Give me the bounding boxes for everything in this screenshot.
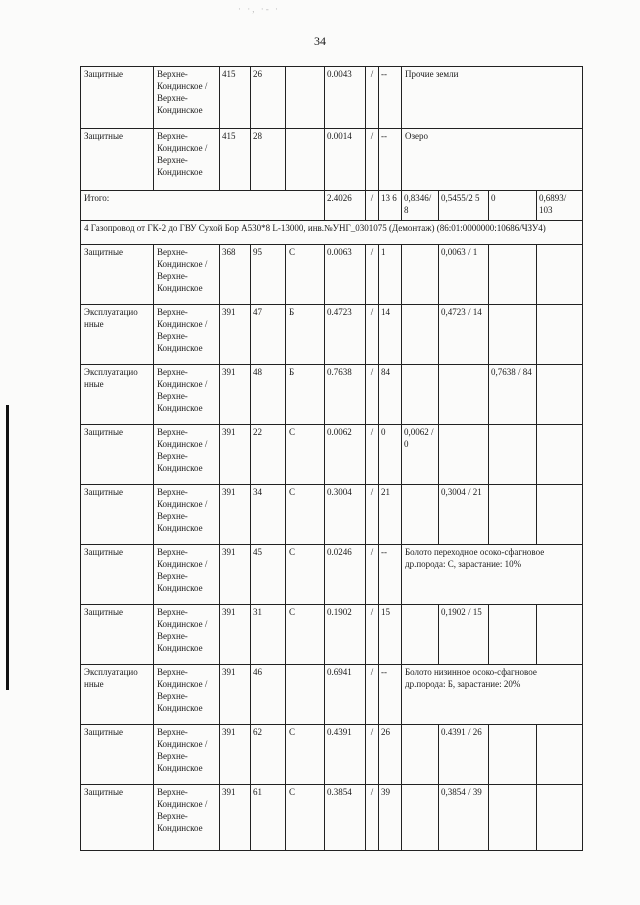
- col-4-cell: [537, 785, 583, 851]
- plot-cell: 47: [251, 305, 286, 365]
- col-4-cell: [537, 725, 583, 785]
- separator-cell: /: [366, 191, 379, 221]
- col-3-cell: [489, 605, 537, 665]
- category-cell: С: [286, 605, 325, 665]
- separator-cell: /: [366, 425, 379, 485]
- col-2-cell: 0,4723 / 14: [439, 305, 489, 365]
- quarter-cell: 391: [220, 305, 251, 365]
- separator-cell: /: [366, 129, 379, 191]
- col-1-cell: [402, 485, 439, 545]
- area-cell: 0.3004: [325, 485, 366, 545]
- quarter-cell: 391: [220, 425, 251, 485]
- col-2-cell: 0,3004 / 21: [439, 485, 489, 545]
- purpose-cell: Защитные: [81, 545, 154, 605]
- plot-cell: 45: [251, 545, 286, 605]
- quarter-cell: 391: [220, 485, 251, 545]
- total-col-1: 0,8346/ 8: [402, 191, 439, 221]
- area-cell: 0.7638: [325, 365, 366, 425]
- separator-cell: /: [366, 365, 379, 425]
- forestry-cell: Верхне-Кондинское / Верхне-Кондинское: [154, 665, 220, 725]
- table-row: [81, 545, 583, 605]
- plot-cell: 95: [251, 245, 286, 305]
- total-row: [81, 191, 583, 221]
- purpose-cell: Эксплуатацио нные: [81, 305, 154, 365]
- separator-cell: /: [366, 785, 379, 851]
- area-cell: 0.4723: [325, 305, 366, 365]
- col-1-cell: [402, 245, 439, 305]
- table-row: [81, 485, 583, 545]
- quarter-cell: 391: [220, 665, 251, 725]
- area-cell: 0.0063: [325, 245, 366, 305]
- separator-cell: /: [366, 245, 379, 305]
- col-2-cell: [439, 365, 489, 425]
- col-3-cell: [489, 425, 537, 485]
- table-row: [81, 605, 583, 665]
- area-cell: 0.0043: [325, 67, 366, 129]
- area-cell: 0.0014: [325, 129, 366, 191]
- purpose-cell: Защитные: [81, 67, 154, 129]
- separator-cell: /: [366, 545, 379, 605]
- table-row: [81, 785, 583, 851]
- volume-cell: --: [379, 665, 402, 725]
- purpose-cell: Эксплуатацио нные: [81, 665, 154, 725]
- forestry-cell: Верхне-Кондинское / Верхне-Кондинское: [154, 129, 220, 191]
- forestry-cell: Верхне-Кондинское / Верхне-Кондинское: [154, 725, 220, 785]
- col-3-cell: [489, 725, 537, 785]
- category-cell: [286, 129, 325, 191]
- forestry-cell: Верхне-Кондинское / Верхне-Кондинское: [154, 67, 220, 129]
- col-2-cell: [439, 425, 489, 485]
- area-cell: 0.1902: [325, 605, 366, 665]
- col-3-cell: 0,7638 / 84: [489, 365, 537, 425]
- separator-cell: /: [366, 305, 379, 365]
- table-row: [81, 725, 583, 785]
- area-cell: 0.4391: [325, 725, 366, 785]
- col-3-cell: [489, 305, 537, 365]
- category-cell: [286, 67, 325, 129]
- purpose-cell: Защитные: [81, 425, 154, 485]
- page-number: 34: [314, 34, 326, 48]
- forest-plots-table: [80, 66, 583, 851]
- separator-cell: /: [366, 665, 379, 725]
- separator-cell: /: [366, 485, 379, 545]
- plot-cell: 22: [251, 425, 286, 485]
- area-cell: 0.0062: [325, 425, 366, 485]
- total-label: Итого:: [81, 191, 325, 221]
- section-title: 4 Газопровод от ГК-2 до ГВУ Сухой Бор А530*8 L-13000, инв.№УНГ_0301075 (Демонтаж) (86:01:0000000:10686/ЧЗУ4): [81, 221, 583, 245]
- col-4-cell: [537, 605, 583, 665]
- plot-cell: 34: [251, 485, 286, 545]
- quarter-cell: 391: [220, 545, 251, 605]
- total-volume: 13 6: [379, 191, 402, 221]
- col-2-cell: 0,0063 / 1: [439, 245, 489, 305]
- volume-cell: 26: [379, 725, 402, 785]
- forestry-cell: Верхне-Кондинское / Верхне-Кондинское: [154, 605, 220, 665]
- table-row: [81, 665, 583, 725]
- purpose-cell: Защитные: [81, 605, 154, 665]
- total-area: 2.4026: [325, 191, 366, 221]
- area-cell: 0.3854: [325, 785, 366, 851]
- area-cell: 0.6941: [325, 665, 366, 725]
- col-1-cell: [402, 725, 439, 785]
- table-row: [81, 365, 583, 425]
- col-1-cell: [402, 305, 439, 365]
- col-4-cell: [537, 485, 583, 545]
- col-2-cell: 0,3854 / 39: [439, 785, 489, 851]
- forestry-cell: Верхне-Кондинское / Верхне-Кондинское: [154, 545, 220, 605]
- quarter-cell: 368: [220, 245, 251, 305]
- plot-cell: 62: [251, 725, 286, 785]
- volume-cell: 39: [379, 785, 402, 851]
- area-cell: 0.0246: [325, 545, 366, 605]
- volume-cell: 0: [379, 425, 402, 485]
- plot-cell: 31: [251, 605, 286, 665]
- forestry-cell: Верхне-Кондинское / Верхне-Кондинское: [154, 485, 220, 545]
- plot-cell: 26: [251, 67, 286, 129]
- col-4-cell: [537, 365, 583, 425]
- purpose-cell: Защитные: [81, 485, 154, 545]
- forestry-cell: Верхне-Кондинское / Верхне-Кондинское: [154, 365, 220, 425]
- quarter-cell: 391: [220, 605, 251, 665]
- col-1-cell: 0,0062 / 0: [402, 425, 439, 485]
- category-cell: С: [286, 425, 325, 485]
- volume-cell: 21: [379, 485, 402, 545]
- purpose-cell: Эксплуатацио нные: [81, 365, 154, 425]
- category-cell: С: [286, 245, 325, 305]
- section-header-row: [81, 221, 583, 245]
- category-cell: С: [286, 485, 325, 545]
- note-cell: Болото переходное осоко-сфагновое др.порода: С, зарастание: 10%: [402, 545, 583, 605]
- quarter-cell: 415: [220, 129, 251, 191]
- purpose-cell: Защитные: [81, 245, 154, 305]
- volume-cell: 1: [379, 245, 402, 305]
- volume-cell: --: [379, 129, 402, 191]
- forestry-cell: Верхне-Кондинское / Верхне-Кондинское: [154, 785, 220, 851]
- purpose-cell: Защитные: [81, 785, 154, 851]
- category-cell: С: [286, 545, 325, 605]
- col-4-cell: [537, 305, 583, 365]
- total-col-3: 0: [489, 191, 537, 221]
- col-4-cell: [537, 245, 583, 305]
- plot-cell: 46: [251, 665, 286, 725]
- col-3-cell: [489, 245, 537, 305]
- category-cell: Б: [286, 305, 325, 365]
- forestry-cell: Верхне-Кондинское / Верхне-Кондинское: [154, 245, 220, 305]
- quarter-cell: 391: [220, 365, 251, 425]
- category-cell: [286, 665, 325, 725]
- col-4-cell: [537, 425, 583, 485]
- plot-cell: 28: [251, 129, 286, 191]
- plot-cell: 61: [251, 785, 286, 851]
- note-cell: Прочие земли: [402, 67, 583, 129]
- total-col-4: 0,6893/ 103: [537, 191, 583, 221]
- separator-cell: /: [366, 67, 379, 129]
- quarter-cell: 415: [220, 67, 251, 129]
- volume-cell: --: [379, 67, 402, 129]
- quarter-cell: 391: [220, 725, 251, 785]
- purpose-cell: Защитные: [81, 129, 154, 191]
- category-cell: С: [286, 785, 325, 851]
- col-3-cell: [489, 485, 537, 545]
- table-row: [81, 305, 583, 365]
- note-cell: Болото низинное осоко-сфагновое др.порода: Б, зарастание: 20%: [402, 665, 583, 725]
- volume-cell: 84: [379, 365, 402, 425]
- forestry-cell: Верхне-Кондинское / Верхне-Кондинское: [154, 425, 220, 485]
- note-cell: Озеро: [402, 129, 583, 191]
- purpose-cell: Защитные: [81, 725, 154, 785]
- forestry-cell: Верхне-Кондинское / Верхне-Кондинское: [154, 305, 220, 365]
- quarter-cell: 391: [220, 785, 251, 851]
- category-cell: Б: [286, 365, 325, 425]
- volume-cell: 14: [379, 305, 402, 365]
- col-1-cell: [402, 365, 439, 425]
- table-row: [81, 245, 583, 305]
- category-cell: С: [286, 725, 325, 785]
- separator-cell: /: [366, 725, 379, 785]
- scan-speckle: · ·, ·- ·: [238, 4, 280, 14]
- total-col-2: 0,5455/2 5: [439, 191, 489, 221]
- separator-cell: /: [366, 605, 379, 665]
- col-2-cell: 0,1902 / 15: [439, 605, 489, 665]
- col-3-cell: [489, 785, 537, 851]
- col-2-cell: 0.4391 / 26: [439, 725, 489, 785]
- volume-cell: --: [379, 545, 402, 605]
- volume-cell: 15: [379, 605, 402, 665]
- table-row: [81, 129, 583, 191]
- col-1-cell: [402, 605, 439, 665]
- table-row: [81, 67, 583, 129]
- table-row: [81, 425, 583, 485]
- scan-edge-bar: [6, 405, 9, 690]
- plot-cell: 48: [251, 365, 286, 425]
- col-1-cell: [402, 785, 439, 851]
